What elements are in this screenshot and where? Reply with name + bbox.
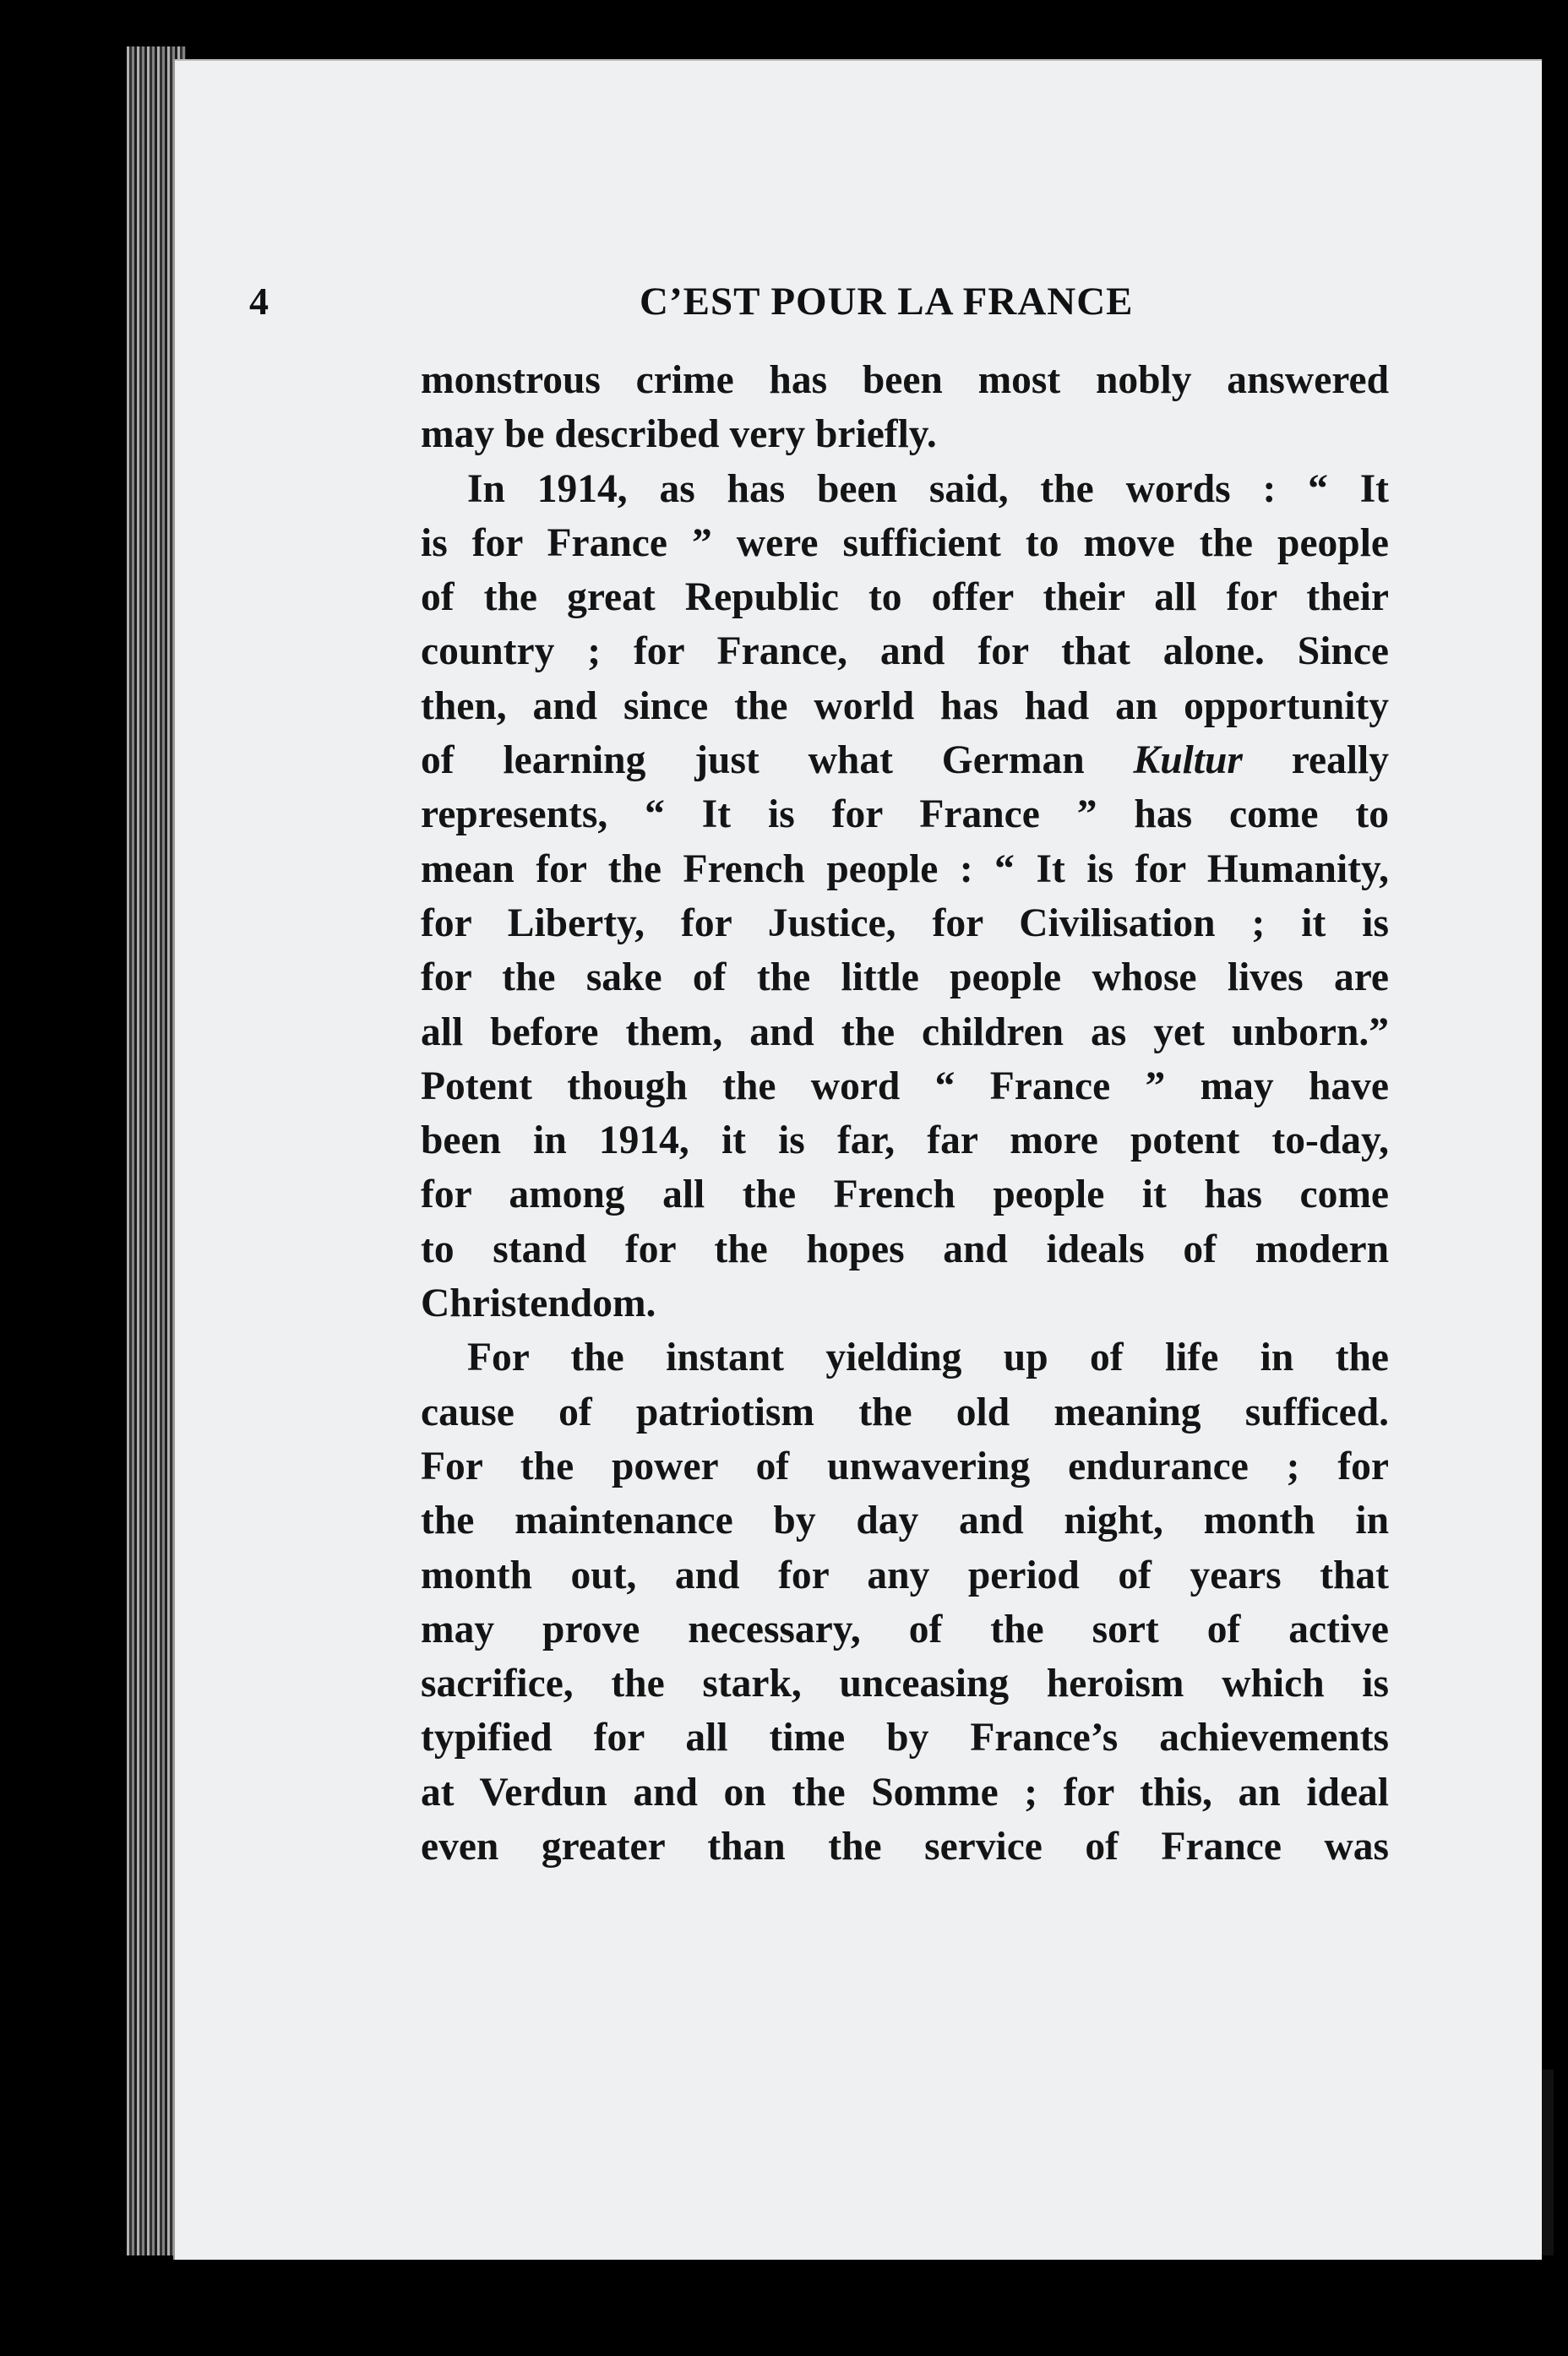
paragraph-2: [421, 462, 1389, 1331]
running-title: C’EST POUR LA FRANCE: [640, 280, 1134, 324]
text-segment: really: [1242, 738, 1389, 783]
text-line: at Verdun and on the Somme ; for this, an ideal: [421, 1770, 1389, 1815]
text-line: For the power of unwavering endurance ; for: [421, 1444, 1389, 1488]
text-line: In 1914, as has been said, the words : “ It: [467, 466, 1389, 511]
text-line: For the instant yielding up of life in the: [467, 1336, 1389, 1380]
text-line: mean for the French people : “ It is for Humanity,: [421, 846, 1389, 891]
text-line: may prove necessary, of the sort of active: [421, 1607, 1389, 1651]
body-text: [421, 353, 1389, 1874]
page-edge-shadow: [1542, 2070, 1554, 2255]
text-line: cause of patriotism the old meaning sufficed.: [421, 1390, 1389, 1434]
text-line: monstrous crime has been most nobly answered: [421, 358, 1389, 402]
text-line: the maintenance by day and night, month in: [421, 1499, 1389, 1543]
text-line: been in 1914, it is far, far more potent to-day,: [421, 1118, 1389, 1163]
page-header: [249, 279, 1390, 329]
text-line-with-italic: [421, 733, 1389, 787]
text-line: Christendom.: [421, 1281, 656, 1326]
text-line: typified for all time by France’s achievements: [421, 1716, 1389, 1760]
paragraph-3: [421, 1330, 1389, 1874]
text-line: represents, “ It is for France ” has come to: [421, 792, 1389, 837]
text-line: is for France ” were sufficient to move the people: [421, 520, 1389, 565]
text-line: all before them, and the children as yet unborn.”: [421, 1009, 1389, 1054]
text-line: for the sake of the little people whose lives are: [421, 955, 1389, 1000]
text-line: for among all the French people it has come: [421, 1173, 1389, 1217]
text-line: month out, and for any period of years that: [421, 1553, 1389, 1597]
text-line: for Liberty, for Justice, for Civilisation ; it is: [421, 901, 1389, 945]
text-segment: of learning just what German: [421, 738, 1134, 783]
italic-word: Kultur: [1133, 738, 1243, 783]
page-number: 4: [249, 280, 269, 323]
text-line: sacrifice, the stark, unceasing heroism which is: [421, 1662, 1389, 1706]
text-line: then, and since the world has had an opportunity: [421, 683, 1389, 728]
text-line: of the great Republic to offer their all for their: [421, 575, 1389, 620]
text-line: to stand for the hopes and ideals of modern: [421, 1227, 1389, 1271]
text-line: may be described very briefly.: [421, 412, 937, 457]
text-line: Potent though the word “ France ” may have: [421, 1064, 1389, 1108]
text-line: even greater than the service of France was: [421, 1825, 1389, 1869]
text-line: country ; for France, and for that alone. Since: [421, 629, 1389, 674]
paragraph-1: [421, 353, 1389, 462]
